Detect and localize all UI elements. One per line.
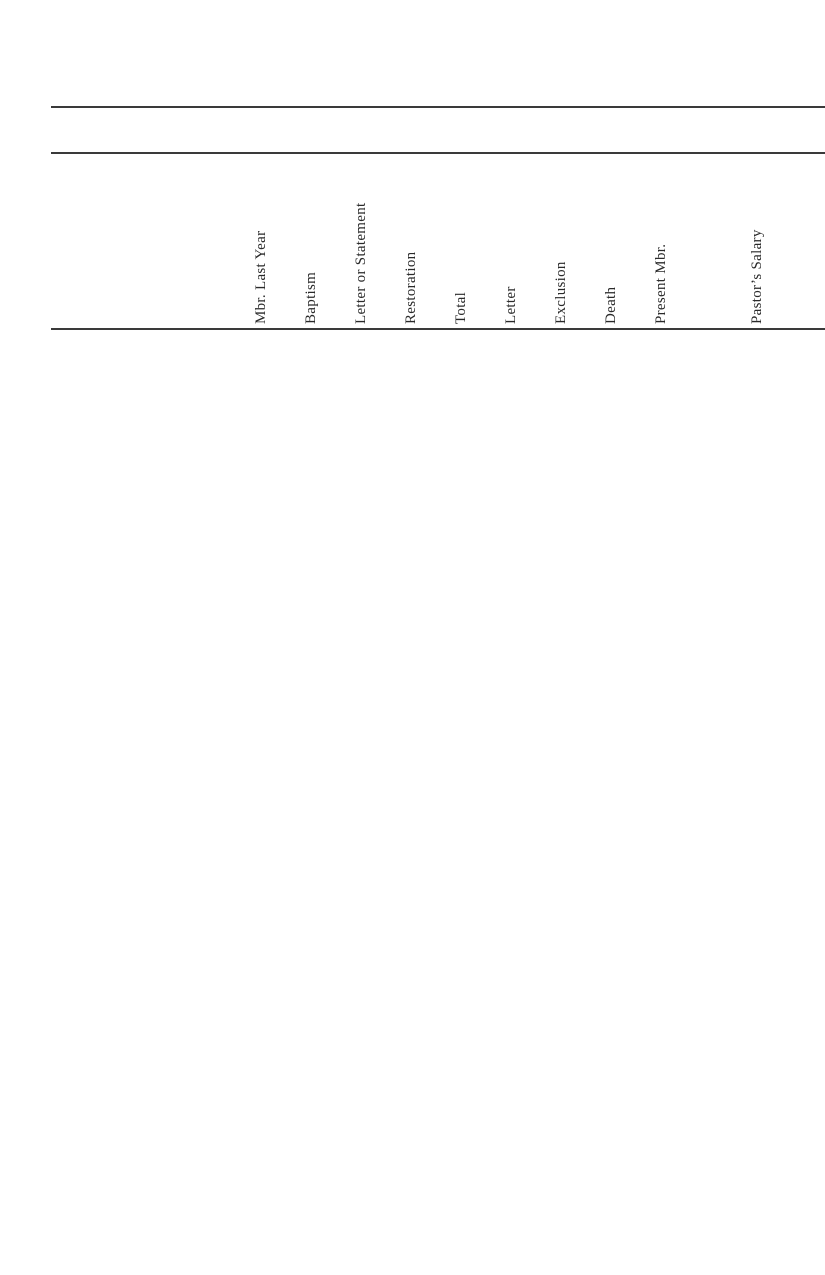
column-header-restoration: [402, 251, 422, 324]
column-header-letter-or-statement: [352, 202, 372, 324]
column-header-exclusion: [552, 261, 572, 324]
column-header-label: Letter: [503, 286, 519, 324]
column-header-mbr-last-year: [252, 230, 272, 324]
column-header-total: [452, 291, 472, 324]
column-header-label: Mbr. Last Year: [253, 230, 269, 324]
header-bottom-rule: [51, 328, 825, 330]
column-header-baptism: [302, 271, 322, 324]
column-header-present-mbr: [652, 243, 672, 324]
column-header-label: Pastor’s Salary: [749, 229, 765, 324]
column-header-label: Letter or Statement: [353, 202, 369, 324]
column-header-label: Death: [603, 286, 619, 324]
column-header-label: Exclusion: [553, 261, 569, 324]
column-header-label: Total: [453, 291, 469, 324]
column-header-label: Restoration: [403, 251, 419, 324]
column-header-letter: [502, 286, 522, 324]
column-header-label: Baptism: [303, 271, 319, 324]
column-header-label: Present Mbr.: [653, 243, 669, 324]
column-header-pastors-salary: [748, 229, 768, 324]
column-header-death: [602, 286, 622, 324]
top-rule: [51, 106, 825, 108]
header-top-rule: [51, 152, 825, 154]
